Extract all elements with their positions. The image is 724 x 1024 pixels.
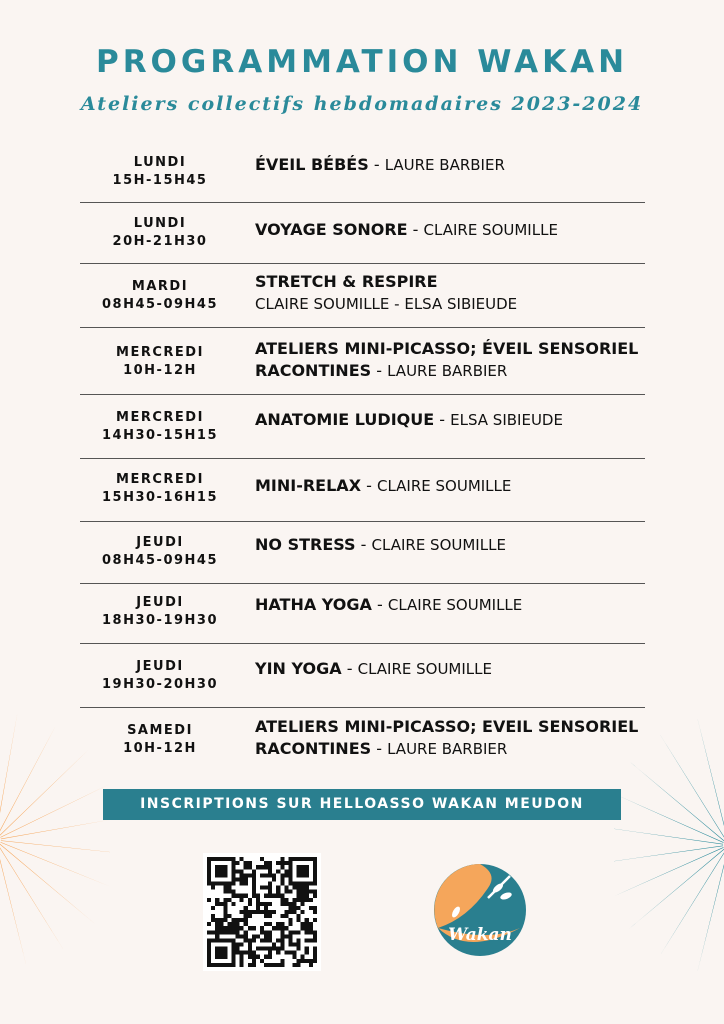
time-label: 14H30-15H15 [101, 428, 219, 443]
schedule-day-time [80, 409, 240, 445]
day-label: JEUDI [136, 595, 184, 610]
activity-description [255, 338, 675, 382]
activity-title: NO STRESS [255, 535, 356, 554]
activity-title: ATELIERS MINI-PICASSO; EVEIL SENSORIEL [255, 717, 639, 736]
instructor-name: LAURE BARBIER [384, 156, 505, 174]
day-label: SAMEDI [127, 723, 193, 738]
schedule-day-time [80, 278, 240, 314]
activity-description [255, 716, 675, 760]
activity-description [255, 409, 675, 431]
wakan-logo [428, 858, 532, 966]
schedule-row [80, 522, 645, 584]
separator: - [341, 659, 358, 678]
day-label: JEUDI [136, 535, 184, 550]
day-label: MERCREDI [116, 472, 204, 487]
activity-description [255, 219, 675, 241]
time-label: 10H-12H [123, 363, 197, 378]
schedule-row [80, 328, 645, 395]
activity-title: ÉVEIL BÉBÉS [255, 155, 369, 174]
schedule-row [80, 459, 645, 522]
time-label: 10H-12H [123, 741, 197, 756]
instructor-name: CLAIRE SOUMILLE [387, 596, 523, 614]
page-title: PROGRAMMATION WAKAN [95, 44, 629, 80]
schedule-row [80, 140, 645, 203]
separator: - [368, 155, 385, 174]
time-label: 19H30-20H30 [101, 677, 219, 692]
instructor-name: LAURE BARBIER [387, 740, 508, 758]
activity-line [255, 594, 675, 616]
schedule-day-time [80, 154, 240, 190]
qr-code[interactable] [203, 853, 321, 971]
activity-line [255, 154, 675, 176]
activity-description [255, 475, 675, 497]
activity-line [255, 293, 675, 315]
separator: - [355, 535, 372, 554]
separator: - [361, 476, 377, 495]
activity-line [255, 360, 675, 382]
schedule-row [80, 644, 645, 708]
instructor-name: ELSA SIBIEUDE [450, 411, 563, 429]
sunburst-left-decoration [0, 710, 110, 970]
activity-title: ANATOMIE LUDIQUE [255, 410, 435, 429]
day-label: JEUDI [136, 659, 184, 674]
activity-title: MINI-RELAX [255, 476, 362, 495]
schedule-day-time [80, 658, 240, 694]
activity-line [255, 716, 675, 738]
activity-description [255, 271, 675, 315]
activity-line [255, 409, 675, 431]
day-label: MERCREDI [116, 345, 204, 360]
activity-title: RACONTINES [255, 361, 372, 380]
sunburst-right-decoration [614, 715, 724, 975]
separator: - [371, 595, 388, 614]
schedule-row [80, 584, 645, 644]
activity-line [255, 658, 675, 680]
schedule-row [80, 264, 645, 328]
activity-title: VOYAGE SONORE [255, 220, 408, 239]
time-label: 08H45-09H45 [101, 297, 219, 312]
page-subtitle: Ateliers collectifs hebdomadaires 2023-2024 [80, 93, 644, 115]
activity-title: ATELIERS MINI-PICASSO; ÉVEIL SENSORIEL [255, 339, 639, 358]
schedule-list [80, 140, 645, 770]
separator: - [371, 739, 388, 758]
instructor-name: CLAIRE SOUMILLE [357, 660, 492, 678]
activity-title: RACONTINES [255, 739, 372, 758]
schedule-row [80, 395, 645, 459]
time-label: 15H30-16H15 [101, 490, 219, 505]
schedule-day-time [80, 344, 240, 380]
activity-line [255, 271, 675, 293]
time-label: 20H-21H30 [112, 234, 208, 249]
activity-line [255, 534, 675, 556]
day-label: MERCREDI [116, 410, 204, 425]
activity-title: HATHA YOGA [255, 595, 372, 614]
activity-line [255, 475, 675, 497]
logo-text: Wakan [448, 925, 512, 945]
separator: - [407, 220, 424, 239]
time-label: 18H30-19H30 [101, 613, 219, 628]
schedule-day-time [80, 215, 240, 251]
activity-line [255, 738, 675, 760]
activity-line [255, 338, 675, 360]
activity-description [255, 594, 675, 616]
schedule-day-time [80, 471, 240, 507]
activity-title: STRETCH & RESPIRE [255, 272, 438, 291]
schedule-day-time [80, 534, 240, 570]
time-label: 15H-15H45 [112, 173, 208, 188]
separator: - [434, 410, 451, 429]
schedule-row [80, 203, 645, 264]
registration-banner[interactable]: INSCRIPTIONS SUR HELLOASSO WAKAN MEUDON [103, 789, 621, 820]
instructor-name: CLAIRE SOUMILLE [371, 536, 506, 554]
schedule-row [80, 708, 645, 770]
instructor-name: CLAIRE SOUMILLE [423, 221, 558, 239]
instructor-name: CLAIRE SOUMILLE [376, 477, 512, 495]
activity-description [255, 534, 675, 556]
activity-line [255, 219, 675, 241]
time-label: 08H45-09H45 [101, 553, 219, 568]
activity-description [255, 154, 675, 176]
day-label: MARDI [131, 279, 189, 294]
separator: - [371, 361, 388, 380]
instructor-name: CLAIRE SOUMILLE - ELSA SIBIEUDE [255, 295, 518, 313]
day-label: LUNDI [133, 216, 187, 231]
day-label: LUNDI [133, 155, 187, 170]
activity-title: YIN YOGA [255, 659, 342, 678]
schedule-day-time [80, 594, 240, 630]
activity-description [255, 658, 675, 680]
instructor-name: LAURE BARBIER [387, 362, 508, 380]
